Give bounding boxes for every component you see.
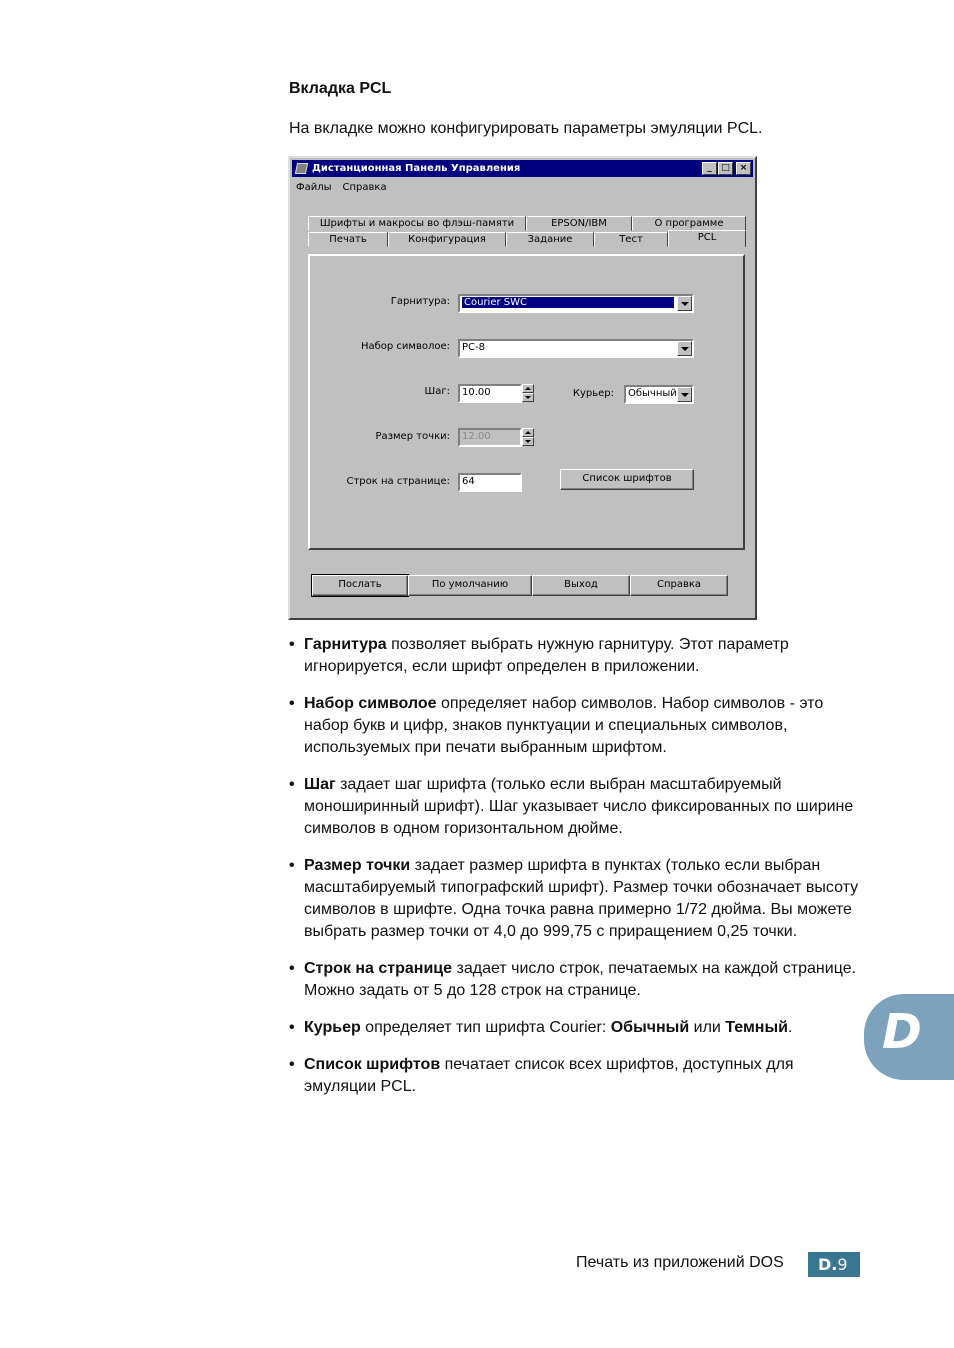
description: или — [689, 1019, 726, 1036]
point-size-stepper — [522, 428, 534, 447]
chapter-tab — [864, 994, 954, 1080]
term: Шаг — [304, 776, 336, 793]
menu-bar — [296, 179, 387, 195]
list-item: • Гарнитура позволяет выбрать нужную гарнитуру. Этот параметр игнорируется, если шрифт определен в приложении. — [289, 636, 789, 675]
feature-list — [289, 634, 859, 1113]
arrow-down-icon[interactable] — [522, 393, 534, 402]
defaults-button[interactable]: По умолчанию — [408, 575, 532, 596]
minimize-button[interactable]: _ — [702, 162, 717, 175]
help-button[interactable]: Справка — [630, 575, 728, 596]
lines-per-page-value: 64 — [462, 476, 475, 487]
point-size-input — [458, 428, 522, 447]
page-label: 9 — [837, 1255, 848, 1274]
description: задает число строк, печатаемых на каждой странице. Можно задать от 5 до 128 строк на странице. — [304, 960, 857, 999]
description: задает шаг шрифта (только если выбран масштабируемый моноширинный шрифт). Шаг указывает число фиксированных по ширине символов в одном горизонтальном дюйме. — [304, 776, 854, 837]
lines-per-page-input[interactable] — [458, 473, 522, 492]
tab-pcl[interactable]: PCL — [668, 230, 746, 247]
term: Гарнитура — [304, 636, 387, 653]
tab-flash-fonts[interactable]: Шрифты и макросы во флэш-памяти — [308, 216, 526, 231]
description: определяет тип шрифта Courier: — [360, 1019, 611, 1036]
list-item: • Список шрифтов печатает список всех шрифтов, доступных для эмуляции PCL. — [289, 1056, 794, 1095]
pitch-stepper[interactable] — [522, 384, 534, 403]
term-dark: Темный — [725, 1019, 788, 1036]
tab-test[interactable]: Тест — [594, 232, 668, 247]
typeface-label: Гарнитура: — [390, 296, 450, 307]
section-title: Вкладка PCL — [289, 80, 392, 97]
maximize-button[interactable]: □ — [718, 162, 733, 175]
intro-paragraph: На вкладке можно конфигурировать параметры эмуляции PCL. — [289, 120, 763, 137]
send-button[interactable]: Послать — [312, 575, 408, 596]
list-item: • Шаг задает шаг шрифта (только если выбран масштабируемый моноширинный шрифт). Шаг указывает число фиксированных по ширине символов в одном горизонтальном дюйме. — [289, 776, 854, 837]
arrow-up-icon — [522, 428, 534, 437]
point-size-label: Размер точки: — [375, 431, 450, 442]
term: Список шрифтов — [304, 1056, 441, 1073]
courier-select[interactable] — [624, 385, 694, 404]
pitch-value: 10.00 — [462, 387, 491, 398]
point-size-value: 12.00 — [462, 431, 491, 442]
arrow-down-icon — [522, 437, 534, 446]
pitch-label: Шаг: — [424, 386, 450, 397]
menu-files[interactable]: Файлы — [296, 181, 332, 193]
term-normal: Обычный — [610, 1019, 690, 1036]
window-title: Дистанционная Панель Управления — [312, 163, 521, 174]
app-icon — [295, 163, 308, 174]
description: позволяет выбрать нужную гарнитуру. Этот параметр игнорируется, если шрифт определен в приложении. — [304, 636, 789, 675]
chevron-down-icon[interactable] — [677, 387, 692, 402]
lines-per-page-label: Строк на странице: — [346, 476, 450, 487]
arrow-up-icon[interactable] — [522, 384, 534, 393]
tab-job[interactable]: Задание — [506, 232, 594, 247]
list-item: • Размер точки задает размер шрифта в пунктах (только если выбран масштабируемый типографский шрифт). Размер точки обозначает высоту символов в шрифте. Одна точка равна примерно 1/72 дюйма. Вы можете выбрать размер точки от 4,0 до 999,75 с приращением 0,25 точки. — [289, 857, 859, 940]
list-item: • Строк на странице задает число строк, печатаемых на каждой странице. Можно задать от 5 до 128 строк на странице. — [289, 960, 857, 999]
close-button[interactable]: × — [736, 162, 751, 175]
pitch-input[interactable] — [458, 384, 522, 403]
term: Размер точки — [304, 857, 411, 874]
footer-text: Печать из приложений DOS — [576, 1254, 784, 1271]
menu-help[interactable]: Справка — [342, 181, 387, 193]
font-list-button[interactable]: Список шрифтов — [560, 469, 694, 490]
chevron-down-icon[interactable] — [677, 341, 692, 356]
exit-button[interactable]: Выход — [532, 575, 630, 596]
tab-print[interactable]: Печать — [308, 232, 388, 247]
list-item: • Курьер определяет тип шрифта Courier: Обычный или Темный. — [289, 1019, 793, 1036]
chapter-letter: D — [882, 1004, 922, 1060]
tab-about[interactable]: О программе — [632, 216, 746, 231]
courier-value: Обычный — [628, 388, 677, 399]
tab-epson-ibm[interactable]: EPSON/IBM — [526, 216, 632, 231]
tab-configuration[interactable]: Конфигурация — [388, 232, 506, 247]
description: печатает список всех шрифтов, доступных для эмуляции PCL. — [304, 1056, 794, 1095]
description: . — [787, 1019, 793, 1036]
term: Курьер — [304, 1019, 361, 1036]
chevron-down-icon[interactable] — [677, 296, 692, 311]
symbol-set-select[interactable] — [458, 339, 694, 358]
typeface-value: Courier SWC — [462, 297, 674, 308]
chapter-label: D. — [818, 1255, 838, 1274]
control-panel-window — [288, 156, 757, 620]
term: Строк на странице — [304, 960, 453, 977]
courier-label: Курьер: — [572, 388, 614, 399]
typeface-select[interactable] — [458, 294, 694, 313]
title-bar — [292, 160, 753, 177]
description: задает размер шрифта в пунктах (только если выбран масштабируемый типографский шрифт). Размер точки обозначает высоту символов в шрифте. Одна точка равна примерно 1/72 дюйма. Вы можете выбрать размер точки от 4,0 до 999,75 с приращением 0,25 точки. — [304, 857, 859, 940]
term: Набор символое — [304, 695, 437, 712]
symbol-set-label: Набор символое: — [360, 341, 450, 352]
description: определяет набор символов. Набор символов - это набор букв и цифр, знаков пунктуации и специальных символов, используемых при печати выбранным шрифтом. — [304, 695, 824, 756]
list-item: • Набор символое определяет набор символов. Набор символов - это набор букв и цифр, знаков пунктуации и специальных символов, используемых при печати выбранным шрифтом. — [289, 695, 824, 756]
page-number — [808, 1252, 860, 1277]
symbol-set-value: PC-8 — [462, 342, 485, 353]
